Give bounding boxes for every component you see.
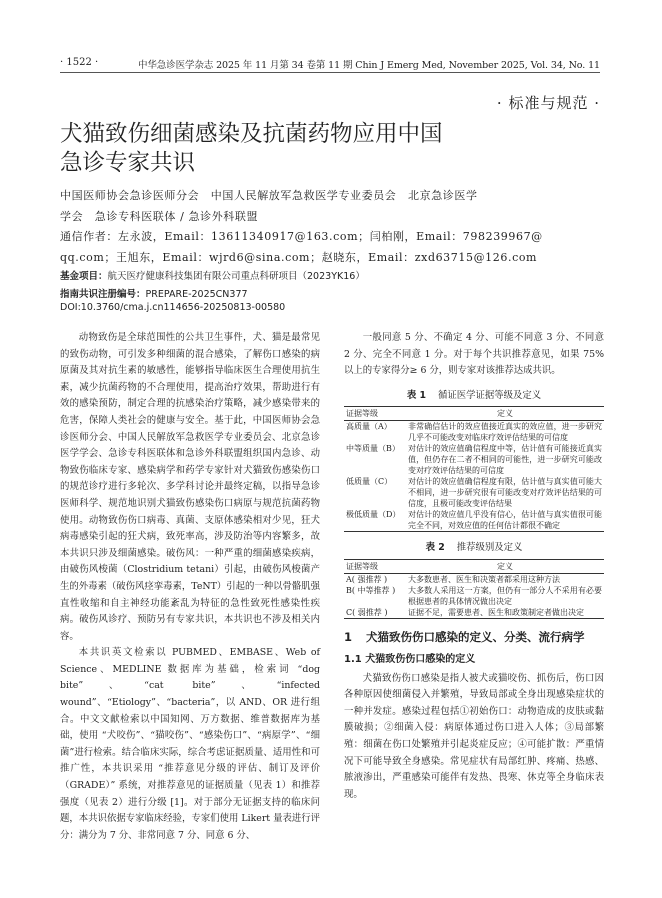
table1-def: 对估计的效应值确信程度中等，估计值有可能接近真实值，但仍存在二者不相同的可能性，进一步研究可能改变对疗效评估结果的可信度 [408,444,602,476]
table2-grade: A( 强推荐 ) [346,574,388,584]
table1-grade: 高质量（A） [346,422,392,432]
title-line-1: 犬猫致伤细菌感染及抗菌药物应用中国 [60,121,443,147]
journal-header: 中华急诊医学杂志 2025 年 11 月第 34 卷第 11 期 Chin J Emerg Med, November 2025, Vol. 34, No. 11 [137,60,600,71]
guide-registration-line [60,286,605,300]
left-column [60,330,320,844]
guide-text: PREPARE-2025CN377 [145,289,248,300]
table2-def: 证据不足，需要患者、医生和政策制定者做出决定 [408,607,584,617]
section-heading-1 [344,629,604,646]
intro-paragraph-2: 本共识英文检索以 PUBMED、EMBASE、Web of Science、MEDLINE 数据库为基础，检索词 “dog bite”、“cat bite”、“infected wound”、“Etiology”、“bacteria”，以 AND、OR 进行组合。中文文献检索以中国知网、万方数据、维普数据库为基础，使用 “犬咬伤”、“猫咬伤”、“感染伤口”、“病原学”、“细菌”进行检索。结合临床实际，综合考虑证据质量、适用性和可推广性，本共识采用 “推荐意见分级的评估、制订及评价（GRADE）” 系统，对推荐意见的证据质量（见表 1）和推荐强度（见表 2）进行分级 [1]。对于部分无证据支持的临床问题，本共识依据专家临床经验，专家们使用 Likert 量表进行评分：满分为 7 分、非常同意 7 分、同意 6 分、 [60,647,320,841]
table1-grade: 低质量（C） [346,477,393,487]
right-column [344,330,604,803]
fund-label: 基金项目： [60,271,108,282]
table1-label: 表 1 [406,389,427,401]
section-heading-number: 1 [344,629,353,644]
table2-grade: C( 弱推荐 ) [346,607,388,617]
table1-def: 对估计的效应值确信程度有限，估计值与真实值可能大不相同，进一步研究很有可能改变对疗效评估结果的可信度，且极可能改变评估结果 [408,477,602,509]
intro-paragraph-1: 动物致伤是全球范围性的公共卫生事件，犬、猫是最常见的致伤动物，可引发多种细菌的混合感染，了解伤口感染的病原菌及其对抗生素的敏感性，能够指导临床医生合理使用抗生素，减少抗菌药物的不合理使用，提高治疗效果，帮助进行有效的感染预防，制定合理的抗感染治疗策略，减少感染带来的危害，保障人类社会的健康与安全。基于此，中国医师协会急诊医师分会、中国人民解放军急救医学专业委员会、北京急诊医学学会、急诊专科医联体和急诊外科联盟组织国内急诊、动物致伤临床专家、感染病学和药学专家针对犬猫致伤感染伤口的规范诊疗进行多轮次、多学科讨论并最终定稿，以指导急诊医师科学、规范地识别犬猫致伤感染伤口病原与规范抗菌药物使用。动物致伤伤口病毒、真菌、支原体感染相对少见，狂犬病毒感染引起的狂犬病，致死率高，涉及防治等内容繁多，故本共识只涉及细菌感染。破伤风：一种严重的细菌感染疾病，由破伤风梭菌（Clostridium tetani）引起，由破伤风梭菌产生的外毒素（破伤风痉挛毒素，TeNT）引起的一种以骨骼肌强直性收缩和自主神经功能紊乱为特征的急性致死性感染性疾病。破伤风诊疗、预防另有专家共识，本共识也不涉及相关内容。 [60,332,320,642]
article-title [60,120,490,178]
table1-def: 非常确信估计的效应值接近真实的效应值，进一步研究几乎不可能改变对临床疗效评估结果的可信度 [408,422,602,443]
table1-def: 对估计的效应值几乎没有信心，估计值与真实值很可能完全不同，对效应值的任何估计都很不确定 [408,510,602,531]
authors-line-1: 中国医师协会急诊医师分会 中国人民解放军急救医学专业委员会 北京急诊医学 [60,189,478,202]
authors-line-2: 学会 急诊专科医联体 / 急诊外科联盟 [60,209,259,223]
guide-label: 指南共识注册编号： [60,289,146,300]
authors-block [60,186,605,268]
section-tag: · 标准与规范 · [496,94,600,112]
table2-label: 表 2 [425,542,445,554]
header-rule [60,72,600,73]
table1-grade: 极低质量（D） [346,510,401,520]
table1-caption: 循证医学证据等级及定义 [438,389,542,401]
page-number: · 1522 · [60,57,99,68]
subsection-heading: 1.1 犬猫致伤伤口感染的定义 [344,653,476,665]
table2-title [344,540,604,557]
table1-header-def: 定义 [406,407,604,421]
table1 [344,406,604,532]
table-row [344,585,604,607]
table2-header-def: 定义 [406,559,604,573]
table-row [344,573,604,585]
definition-paragraph: 犬猫致伤伤口感染是指人被犬或猫咬伤、抓伤后，伤口因各种原因使细菌侵入并繁殖，导致局部或全身出现感染症状的一种并发症。感染过程包括①初始伤口：动物造成的皮肤或黏膜破损；②细菌入侵：病原体通过伤口进入人体；③局部繁殖：细菌在伤口处繁殖并引起炎症反应；④可能扩散：严重情况下可能导致全身感染。常见症状有局部红肿、疼痛、热感、脓液渗出，严重感染可能伴有发热、畏寒、休克等全身临床表现。 [344,672,604,800]
section-heading-text: 犬猫致伤伤口感染的定义、分类、流行病学 [366,629,585,644]
table-row [344,443,604,476]
table1-header-grade: 证据等级 [344,407,406,421]
table2 [344,559,604,619]
table2-def: 大多数人采用这一方案，但仍有一部分人不采用有必要根据患者的具体情况做出决定 [408,585,602,606]
table2-caption: 推荐级别及定义 [456,542,523,554]
likert-paragraph: 一般同意 5 分、不确定 4 分、可能不同意 3 分、不同意 2 分、完全不同意 1 分。对于每个共识推荐意见，如果 75% 以上的专家得分≥ 6 分，则专家对该推荐达成共识。 [344,332,604,377]
table2-def: 大多数患者、医生和决策者都采用这种方法 [408,574,560,584]
table-row [344,421,604,444]
doi-line: DOI:10.3760/cma.j.cn114656-20250813-00580 [60,302,286,313]
title-line-2: 急诊专家共识 [60,150,196,176]
fund-text: 航天医疗健康科技集团有限公司重点科研项目（2023YK16） [107,271,365,282]
fund-line [60,268,605,282]
corresponding-line-1: 通信作者：左永波，Email：13611340917@163.com；闫柏刚，Email：798239967@ [60,230,543,243]
table-row [344,607,604,619]
table2-grade: B( 中等推荐 ) [346,585,396,595]
table2-header-grade: 证据等级 [344,559,406,573]
table1-title [344,388,604,405]
table-row [344,476,604,509]
table-row [344,509,604,532]
table1-grade: 中等质量（B） [346,444,400,454]
corresponding-line-2: qq.com；王旭东，Email：wjrd6@sina.com；赵晓东，Email：zxd63715@126.com [60,250,538,264]
